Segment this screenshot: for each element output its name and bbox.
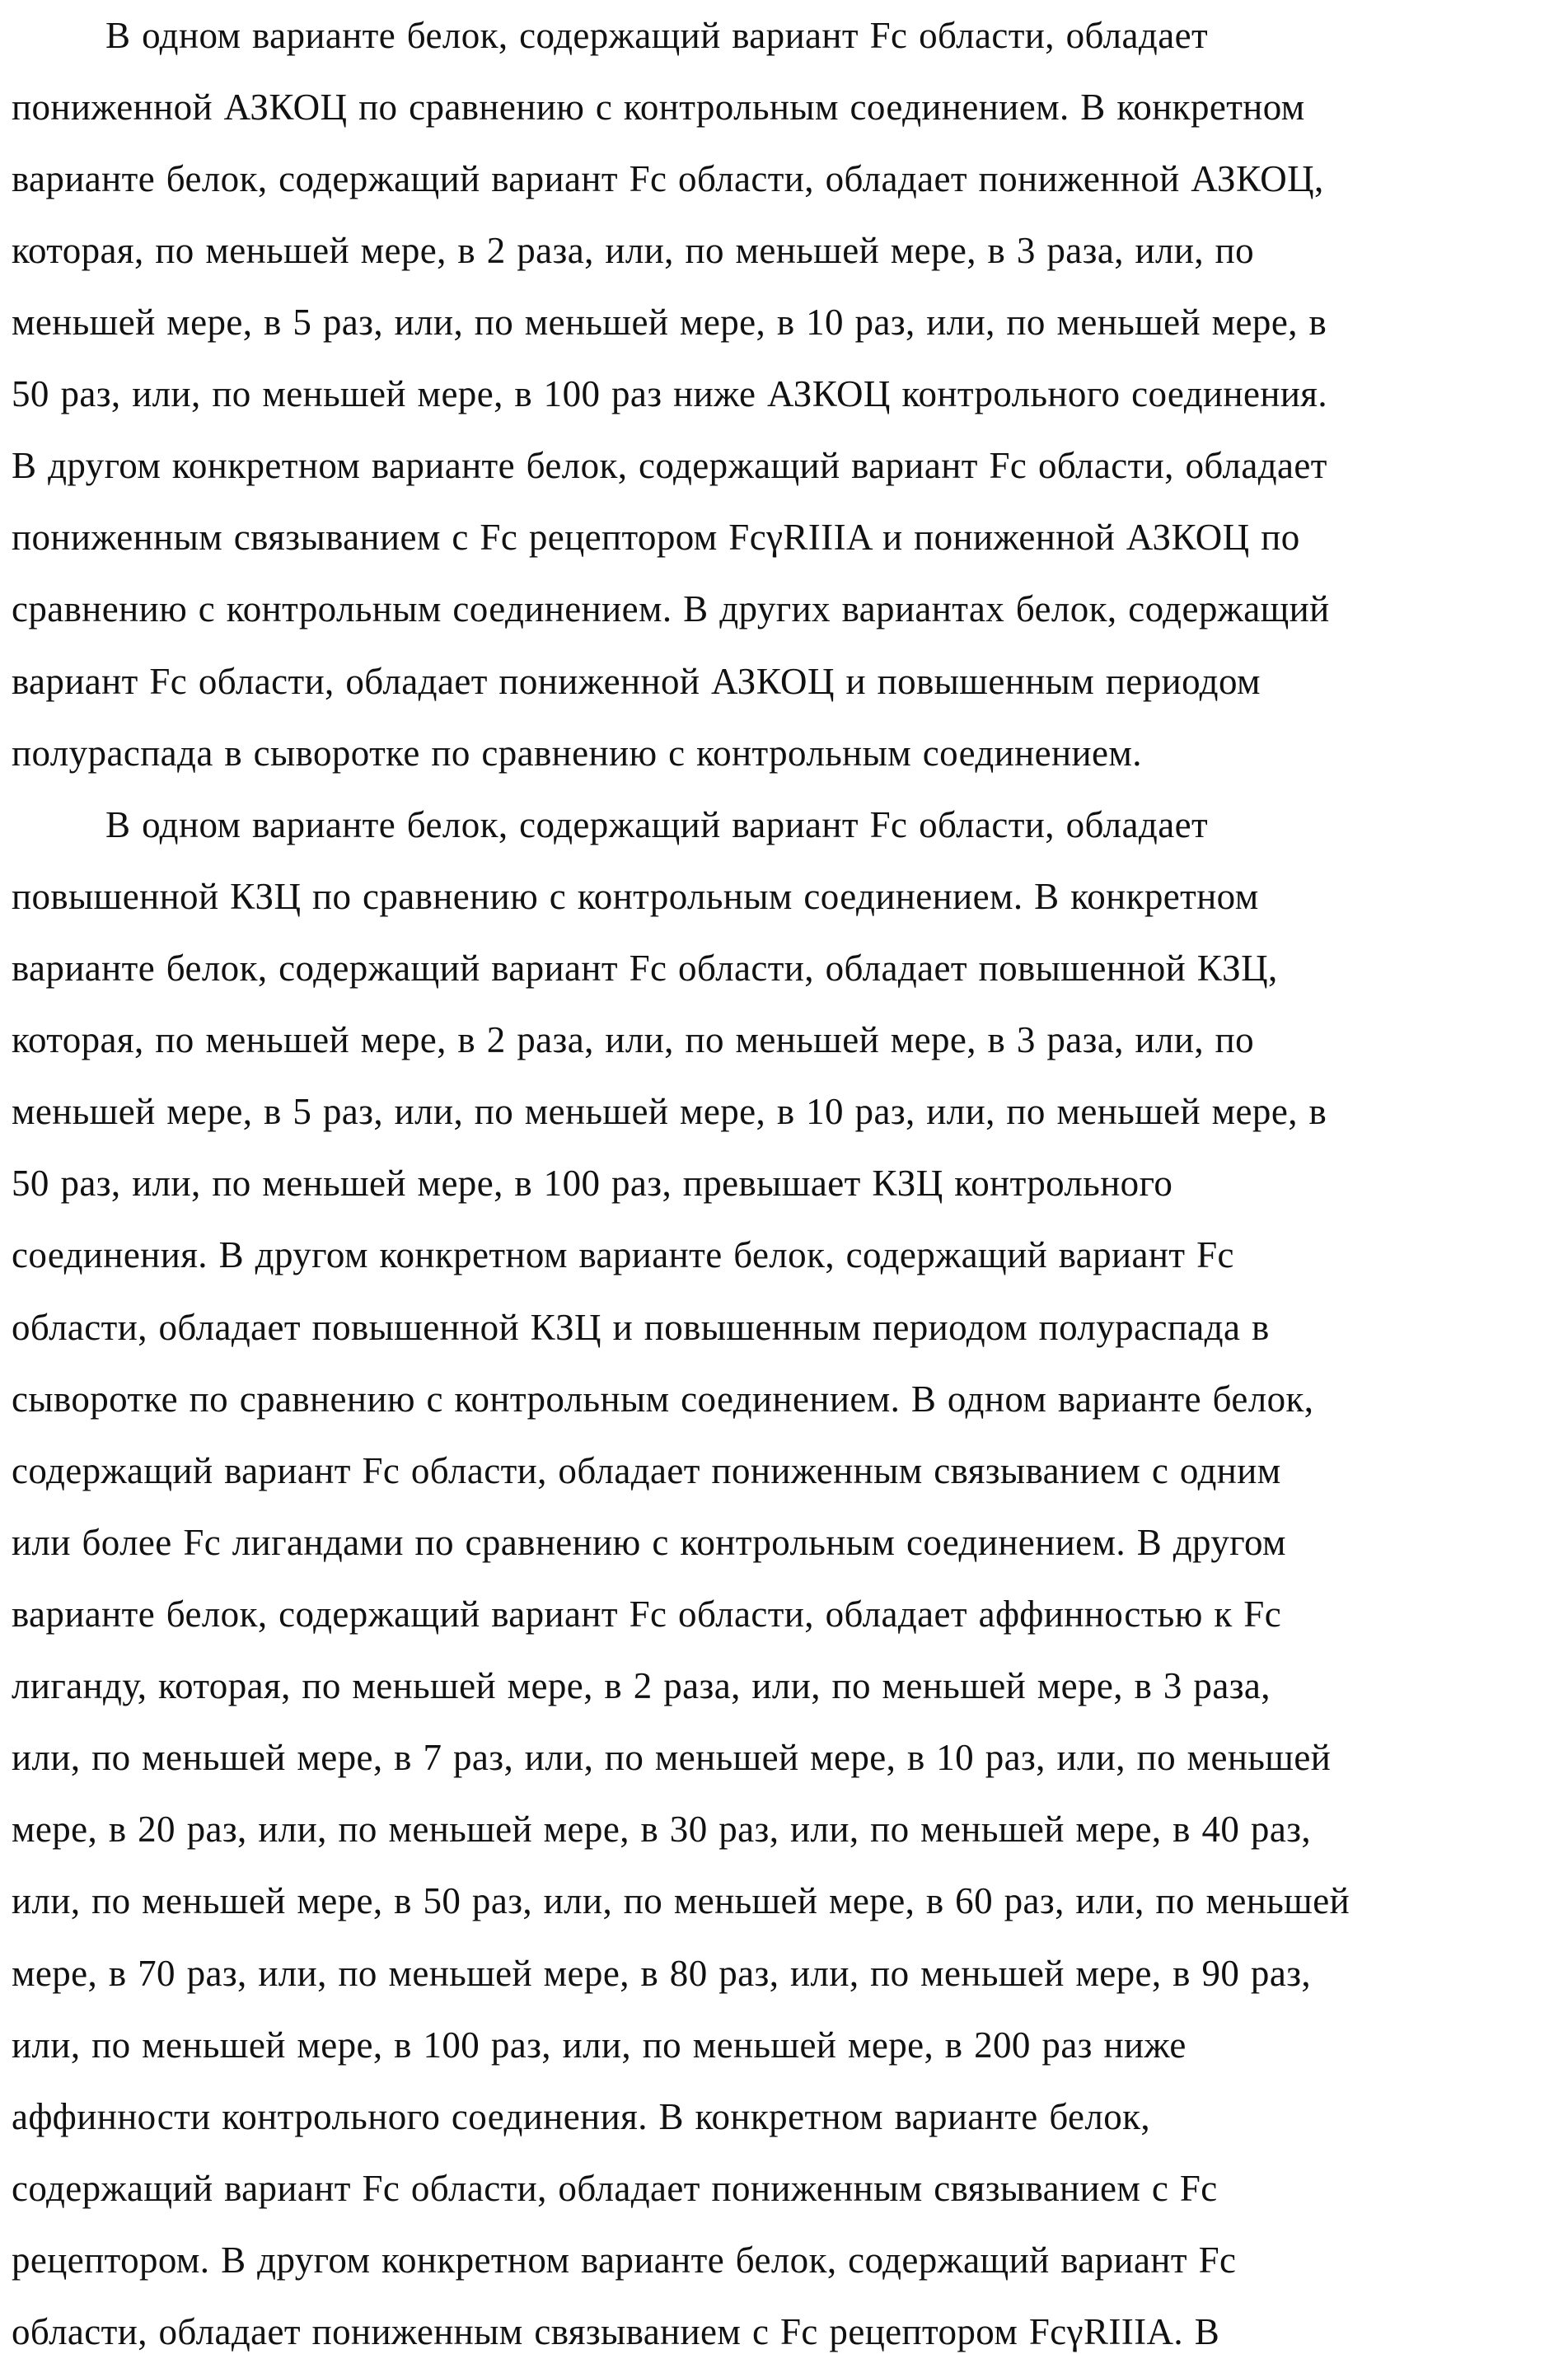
text-line: лиганду, которая, по меньшей мере, в 2 раза, или, по меньшей мере, в 3 раза,: [12, 1665, 1271, 1706]
text-line: сравнению с контрольным соединением. В других вариантах белок, содержащий: [12, 588, 1330, 629]
text-line: области, обладает повышенной КЗЦ и повышенным периодом полураспада в: [12, 1307, 1270, 1348]
text-line: мере, в 20 раз, или, по меньшей мере, в 30 раз, или, по меньшей мере, в 40 раз,: [12, 1809, 1312, 1850]
text-line: соединения. В другом конкретном варианте белок, содержащий вариант Fc: [12, 1234, 1234, 1275]
text-line: сыворотке по сравнению с контрольным соединением. В одном варианте белок,: [12, 1378, 1314, 1420]
text-line: или, по меньшей мере, в 50 раз, или, по меньшей мере, в 60 раз, или, по меньшей: [12, 1880, 1350, 1921]
text-line: мере, в 70 раз, или, по меньшей мере, в 80 раз, или, по меньшей мере, в 90 раз,: [12, 1953, 1312, 1994]
text-line: меньшей мере, в 5 раз, или, по меньшей мере, в 10 раз, или, по меньшей мере, в: [12, 302, 1327, 343]
text-line: 50 раз, или, по меньшей мере, в 100 раз, превышает КЗЦ контрольного: [12, 1163, 1173, 1204]
text-line: или более Fc лигандами по сравнению с контрольным соединением. В другом: [12, 1522, 1286, 1563]
text-line: или, по меньшей мере, в 100 раз, или, по меньшей мере, в 200 раз ниже: [12, 2024, 1187, 2066]
text-line: которая, по меньшей мере, в 2 раза, или, по меньшей мере, в 3 раза, или, по: [12, 230, 1255, 271]
text-line: вариант Fc области, обладает пониженной АЗКОЦ и повышенным периодом: [12, 661, 1261, 702]
text-line: варианте белок, содержащий вариант Fc области, обладает аффинностью к Fc: [12, 1593, 1282, 1635]
text-line: содержащий вариант Fc области, обладает пониженным связыванием с Fc: [12, 2168, 1218, 2209]
text-line: содержащий вариант Fc области, обладает пониженным связыванием с одним: [12, 1450, 1281, 1491]
text-line: которая, по меньшей мере, в 2 раза, или, по меньшей мере, в 3 раза, или, по: [12, 1019, 1255, 1060]
text-line: 50 раз, или, по меньшей мере, в 100 раз ниже АЗКОЦ контрольного соединения.: [12, 373, 1328, 414]
text-line: пониженным связыванием с Fc рецептором FcγRIIIA и пониженной АЗКОЦ по: [12, 517, 1300, 558]
text-line: варианте белок, содержащий вариант Fc области, обладает повышенной КЗЦ,: [12, 948, 1278, 989]
text-line: В одном варианте белок, содержащий вариант Fc области, обладает: [105, 15, 1209, 56]
text-line: рецептором. В другом конкретном варианте белок, содержащий вариант Fc: [12, 2239, 1237, 2281]
text-line: или, по меньшей мере, в 7 раз, или, по меньшей мере, в 10 раз, или, по меньшей: [12, 1737, 1332, 1778]
text-line: В другом конкретном варианте белок, содержащий вариант Fc области, обладает: [12, 445, 1327, 486]
text-line: варианте белок, содержащий вариант Fc области, обладает пониженной АЗКОЦ,: [12, 158, 1324, 199]
text-line: В одном варианте белок, содержащий вариант Fc области, обладает: [105, 804, 1209, 845]
text-line: полураспада в сыворотке по сравнению с контрольным соединением.: [12, 732, 1142, 774]
text-line: пониженной АЗКОЦ по сравнению с контрольным соединением. В конкретном: [12, 87, 1305, 128]
text-line: аффинности контрольного соединения. В конкретном варианте белок,: [12, 2096, 1151, 2137]
text-line: области, обладает пониженным связыванием с Fc рецептором FcγRIIIA. В: [12, 2311, 1220, 2352]
text-line: меньшей мере, в 5 раз, или, по меньшей мере, в 10 раз, или, по меньшей мере, в: [12, 1091, 1327, 1132]
text-line: повышенной КЗЦ по сравнению с контрольным соединением. В конкретном: [12, 876, 1259, 917]
